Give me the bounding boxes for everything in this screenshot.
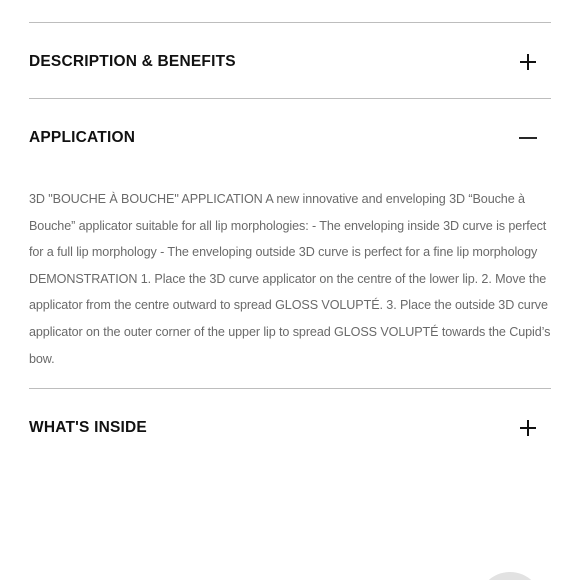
divider [29,98,551,99]
application-header[interactable] [29,123,551,153]
whats-inside-header[interactable] [29,413,551,443]
description-benefits-title: DESCRIPTION & BENEFITS [29,53,236,70]
description-benefits-header[interactable] [29,47,551,77]
application-title: APPLICATION [29,129,136,146]
divider [29,22,551,23]
floating-button-edge[interactable] [478,572,542,580]
whats-inside-title: WHAT'S INSIDE [29,419,147,436]
plus-icon[interactable] [519,419,537,437]
application-description: 3D "BOUCHE À BOUCHE" APPLICATION A new innovative and enveloping 3D “Bouche à Bouche” applicator suitable for all lip morphologies: - The enveloping inside 3D curve is perfect for a full lip morphology - The enveloping outside 3D curve is perfect for a fine lip morphology DEMONSTRATION 1. Place the 3D curve applicator on the centre of the lower lip. 2. Move the applicator from the centre outward to spread GLOSS VOLUPTÉ. 3. Place the outside 3D curve applicator on the outer corner of the upper lip to spread GLOSS VOLUPTÉ towards the Cupid’s bow. [29,192,551,366]
divider [29,388,551,389]
minus-icon[interactable] [519,129,537,147]
plus-icon[interactable] [519,53,537,71]
